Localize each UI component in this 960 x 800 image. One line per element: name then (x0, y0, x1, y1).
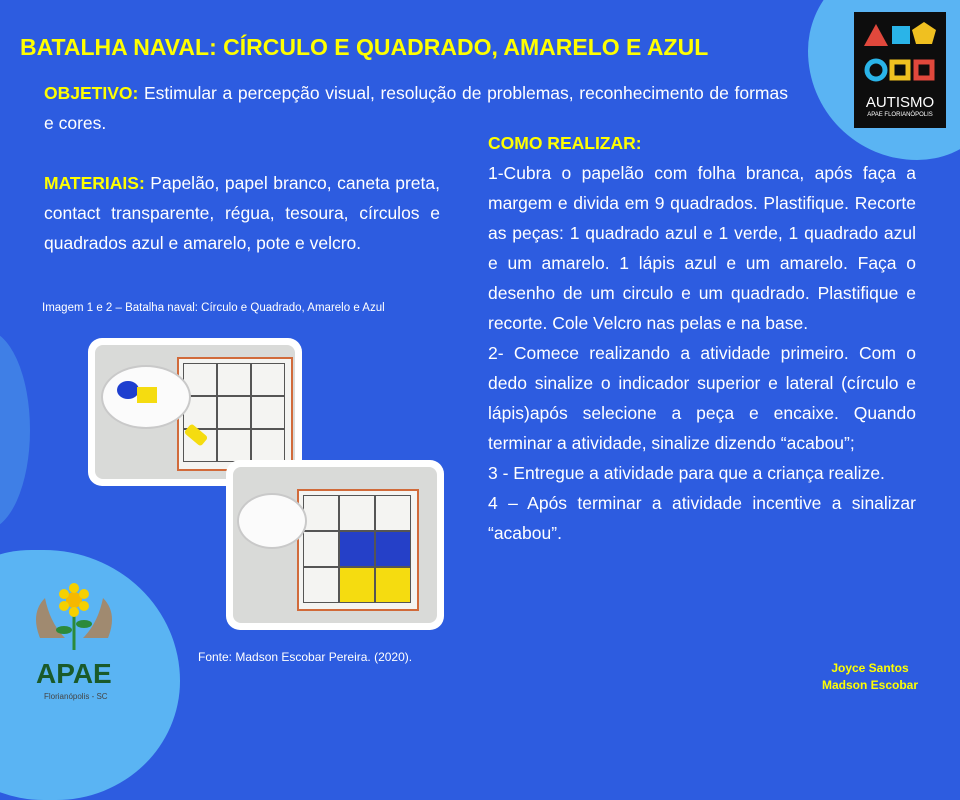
author-1: Joyce Santos (831, 661, 909, 675)
autismo-logo (854, 12, 946, 128)
blue-circle-piece (117, 381, 139, 399)
materiais-label: MATERIAIS: (44, 173, 145, 193)
bowl (237, 493, 307, 549)
materiais-text: Papelão, papel branco, caneta preta, contact transparente, régua, tesoura, círculos e quadrados azul e amarelo, pote e velcro. (44, 173, 440, 253)
autismo-logo-text: AUTISMO (865, 94, 935, 111)
objetivo-text: Estimular a percepção visual, resolução de problemas, reconhecimento de formas e cores. (44, 83, 788, 133)
decorative-blob-left (0, 330, 30, 530)
game-board (297, 489, 419, 611)
author-2: Madson Escobar (821, 678, 919, 692)
step-3: 3 - Entregue a atividade para que a criança realize. (488, 463, 885, 483)
step-1: 1-Cubra o papelão com folha branca, após faça a margem e divida em 9 quadrados. Plastifique. Recorte as peças: 1 quadrado azul e 1 verde, 1 quadrado azul e um amarelo. 1 lápis azul e um amarelo. Faça o desenho de um circulo e um quadrado. Plastifique e recorte. Cole Velcro nas pelas e na base. (488, 163, 916, 333)
apae-logo-sub: Florianópolis - SC (44, 692, 108, 701)
objetivo-label: OBJETIVO: (44, 83, 139, 103)
como-realizar-section (488, 128, 916, 548)
game-board (177, 357, 293, 471)
apae-logo-text: APAE (36, 658, 112, 689)
page-title: BATALHA NAVAL: CÍRCULO E QUADRADO, AMARELO E AZUL (20, 34, 709, 60)
como-realizar-heading: COMO REALIZAR: (488, 133, 642, 153)
activity-photo-2 (226, 460, 444, 630)
yellow-square-piece (137, 387, 157, 403)
source-caption: Fonte: Madson Escobar Pereira. (2020). (198, 650, 413, 664)
materiais-section (44, 168, 440, 258)
step-4: 4 – Após terminar a atividade incentive a sinalizar “acabou”. (488, 493, 916, 543)
autismo-logo-sub: APAE FLORIANÓPOLIS (867, 112, 933, 118)
authors (800, 660, 940, 694)
flower-hands-icon (20, 578, 130, 658)
images-caption: Imagem 1 e 2 – Batalha naval: Círculo e Quadrado, Amarelo e Azul (42, 302, 385, 314)
step-2: 2- Comece realizando a atividade primeiro. Com o dedo sinalize o indicador superior e lateral (círculo e lápis)após selecione a peça e encaixe. Quando terminar a atividade, sinalize dizendo “acabou”; (488, 343, 916, 453)
